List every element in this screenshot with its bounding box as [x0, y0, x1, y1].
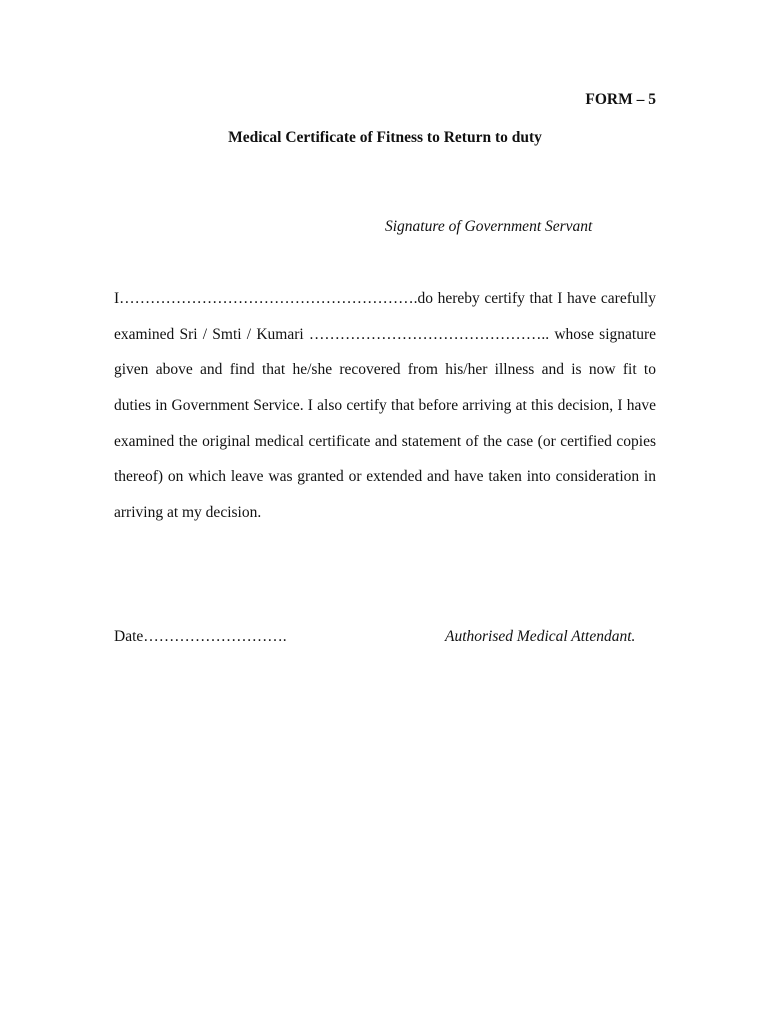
medical-attendant-signature-label: Authorised Medical Attendant.	[445, 628, 636, 645]
body-line: arriving at my decision.	[114, 504, 262, 522]
body-line: I………………………………………………….do hereby certify that I have carefully	[114, 290, 656, 307]
date-field: Date……………………….	[114, 628, 287, 645]
government-servant-signature-label: Signature of Government Servant	[385, 218, 593, 235]
body-line: examined the original medical certificate and statement of the case (or certified copies	[114, 432, 656, 450]
body-line: thereof) on which leave was granted or extended and have taken into consideration in	[114, 468, 656, 486]
body-line: given above and find that he/she recovered from his/her illness and is now fit to	[114, 361, 656, 379]
body-line: duties in Government Service. I also certify that before arriving at this decision, I have	[114, 397, 656, 415]
certificate-title: Medical Certificate of Fitness to Return to duty	[228, 129, 542, 146]
form-number: FORM – 5	[585, 91, 656, 108]
certificate-body	[114, 283, 656, 533]
body-line: examined Sri / Smti / Kumari ……………………………………….. whose signature	[114, 325, 656, 343]
